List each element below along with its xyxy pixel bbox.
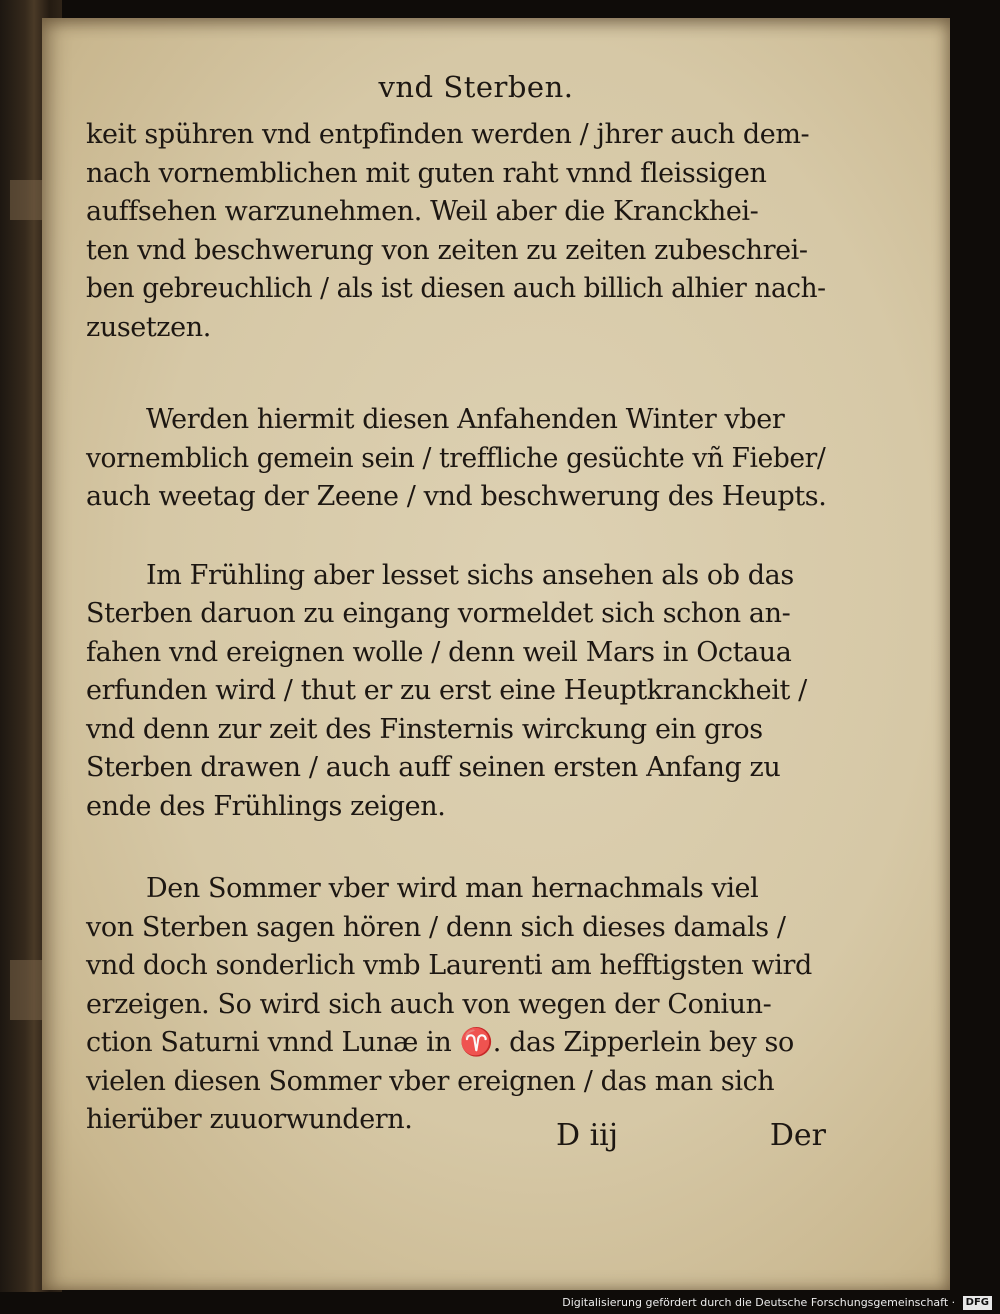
text-line: vnd denn zur zeit des Finsternis wirckung ein gros [86,713,763,745]
running-head: vnd Sterben. [378,70,574,104]
text-line: vnd doch sonderlich vmb Laurenti am hefftigsten wird [86,950,812,981]
paragraph-gap [86,826,826,870]
digitization-credit [562,1294,992,1312]
text-line: vielen diesen Sommer vber ereignen / das man sich [86,1065,775,1097]
paragraph-4 [86,870,826,1140]
text-line: auffsehen warzunehmen. Weil aber die Kranckhei- [86,196,759,227]
catchword: Der [769,1118,826,1153]
text-line: ende des Frühlings zeigen. [86,790,446,822]
text-line: auch weetag der Zeene / vnd beschwerung des Heupts. [86,481,827,512]
paragraph-3 [86,557,826,827]
signature-mark: D iij [556,1118,619,1153]
text-line: nach vornemblichen mit guten raht vnnd fleissigen [86,157,767,189]
text-line: Im Frühling aber lesset sichs ansehen als ob das [146,559,794,591]
text-line: erfunden wird / thut er zu erst eine Heuptkranckheit / [86,675,807,706]
text-line: Den Sommer vber wird man hernachmals viel [146,873,759,904]
dfg-logo: DFG [963,1296,992,1310]
text-line: von Sterben sagen hören / denn sich dieses damals / [86,911,786,943]
text-line: vornemblich gemein sein / treffliche gesüchte vñ Fieber/ [86,442,826,474]
page-footer [86,1118,826,1158]
credit-text: Digitalisierung gefördert durch die Deutsche Forschungsgemeinschaft · [562,1296,956,1309]
text-line: erzeigen. So wird sich auch von wegen der Coniun- [86,988,772,1020]
text-line: ben gebreuchlich / als ist diesen auch billich alhier nach- [86,273,826,304]
paragraph-1 [86,116,826,347]
text-line: Sterben drawen / auch auff seinen ersten Anfang zu [86,752,781,783]
text-line: Sterben daruon zu eingang vormeldet sich schon an- [86,598,791,629]
page-text-block [86,68,826,1140]
paragraph-gap [86,517,826,557]
paragraph-2 [86,401,826,517]
paragraph-gap [86,347,826,401]
text-line: zusetzen. [86,311,211,343]
text-line: keit spühren vnd entpfinden werden / jhrer auch dem- [86,119,810,150]
text-line: ction Saturni vnnd Lunæ in ♈. das Zipperlein bey so [86,1027,794,1058]
text-line: Werden hiermit diesen Anfahenden Winter vber [146,404,785,435]
text-line: hierüber zuuorwundern. [86,1104,413,1135]
text-line: fahen vnd ereignen wolle / denn weil Mars in Octaua [86,636,792,668]
text-line: ten vnd beschwerung von zeiten zu zeiten zubeschrei- [86,234,808,266]
